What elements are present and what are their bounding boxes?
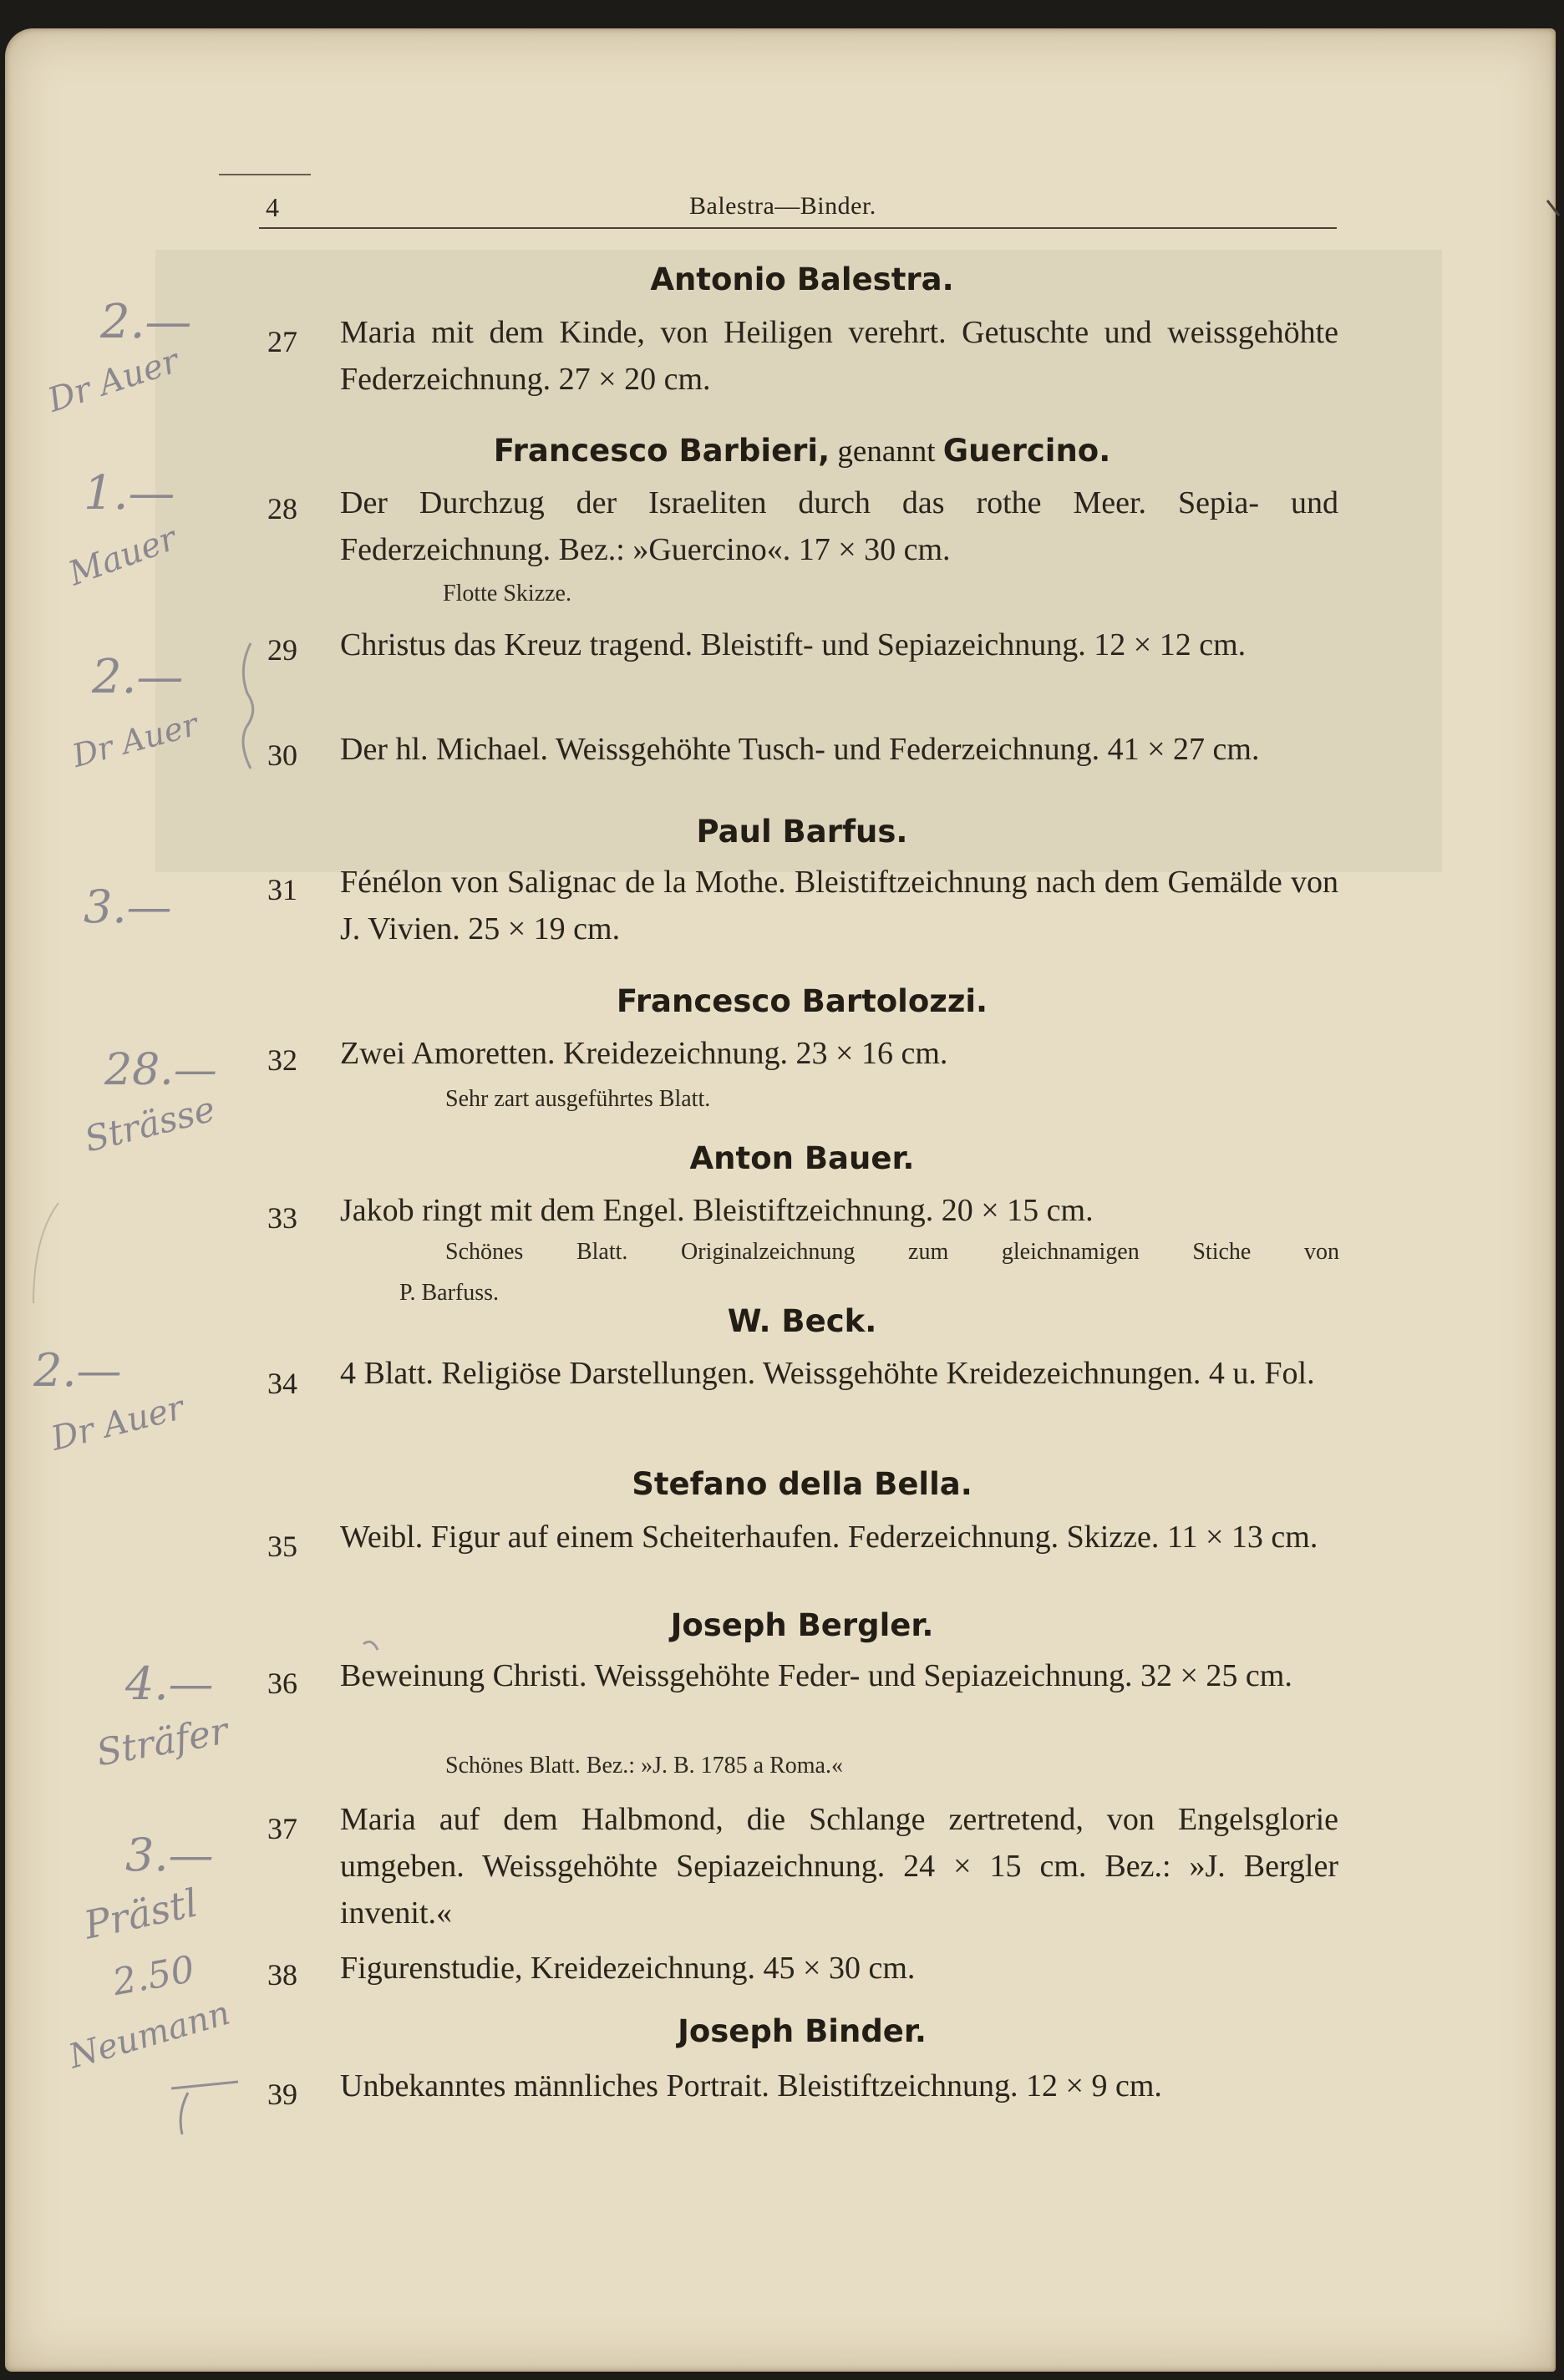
lot-description: Figurenstudie, Kreidezeichnung. 45 × 30 cm.	[340, 1951, 916, 1986]
handwritten-price: 3.—	[84, 880, 172, 933]
lot-note: Sehr zart ausgeführtes Blatt.	[445, 1086, 711, 1112]
handwritten-buyer: Mauer	[63, 519, 182, 594]
lot-number: 37	[267, 1812, 297, 1845]
lot-number: 34	[267, 1367, 297, 1400]
lot-number: 36	[267, 1667, 297, 1700]
artist-heading: W. Beck.	[727, 1303, 877, 1339]
artist-alias: Guercino.	[942, 433, 1111, 469]
artist-heading: Paul Barfus.	[696, 814, 908, 850]
lot-number: 30	[267, 738, 297, 772]
artist-heading: Francesco Bartolozzi.	[616, 983, 988, 1019]
lot-note: P. Barfuss.	[399, 1280, 500, 1306]
handwritten-price: 28.—	[104, 1045, 217, 1095]
lot-note: Schönes Blatt. Bez.: »J. B. 1785 a Roma.«	[445, 1753, 843, 1779]
lot-description: Weibl. Figur auf einem Scheiterhaufen. Federzeichnung. Skizze. 11 × 13 cm.	[340, 1520, 1318, 1555]
lot-number: 27	[267, 325, 297, 358]
lot-description: Maria auf dem Halbmond, die Schlange zertretend, von Engelsglorie umgeben. Weissgehöhte Sepiazeichnung. 24 × 15 cm. Bez.: »J. Bergler invenit.«	[340, 1802, 1338, 1931]
lot-number: 35	[267, 1530, 297, 1563]
handwritten-buyer: Prästl	[79, 1880, 202, 1948]
handwritten-price: 4.—	[125, 1657, 214, 1710]
lot-number: 32	[267, 1043, 297, 1077]
lot-description: Der hl. Michael. Weissgehöhte Tusch- und Federzeichnung. 41 × 27 cm.	[340, 732, 1260, 767]
lot-description: Der Durchzug der Israeliten durch das rothe Meer. Sepia- und Federzeichnung. Bez.: »Guercino«. 17 × 30 cm.	[340, 485, 1338, 567]
lot-note: Schönes Blatt. Originalzeichnung zum gleichnamigen Stiche von	[445, 1239, 1339, 1265]
lot-number: 38	[267, 1958, 297, 1992]
handwritten-buyer: Dr Auer	[47, 1388, 188, 1459]
handwritten-buyer: Strässe	[80, 1088, 220, 1160]
lot-number: 29	[267, 633, 297, 667]
lot-description: Christus das Kreuz tragend. Bleistift- und Sepiazeichnung. 12 × 12 cm.	[340, 627, 1247, 662]
lot-number: 28	[267, 492, 297, 525]
handwritten-price: 2.50	[109, 1947, 198, 2005]
handwritten-buyer: Neumann	[64, 1993, 235, 2077]
handwritten-price: 2.—	[100, 295, 192, 349]
lot-description: 4 Blatt. Religiöse Darstellungen. Weissgehöhte Kreidezeichnungen. 4 u. Fol.	[340, 1356, 1315, 1391]
handwritten-buyer: Sträfer	[93, 1709, 231, 1775]
handwritten-price: 3.—	[125, 1829, 214, 1881]
lot-description: Jakob ringt mit dem Engel. Bleistiftzeichnung. 20 × 15 cm.	[340, 1193, 1094, 1228]
handwritten-buyer: Dr Auer	[68, 705, 202, 775]
handwritten-buyer: Dr Auer	[43, 342, 184, 420]
handwritten-price: 1.—	[84, 466, 175, 520]
lot-description: Zwei Amoretten. Kreidezeichnung. 23 × 16 cm.	[340, 1036, 948, 1071]
running-head: Balestra—Binder.	[689, 192, 876, 220]
artist-heading: Antonio Balestra.	[650, 261, 954, 297]
lot-description: Maria mit dem Kinde, von Heiligen verehrt. Getuschte und weissgehöhte Federzeichnung. 27 × 20 cm.	[340, 315, 1338, 397]
handwritten-price: 2.—	[33, 1344, 122, 1397]
artist-heading: Stefano della Bella.	[632, 1466, 972, 1502]
lot-description: Fénélon von Salignac de la Mothe. Bleistiftzeichnung nach dem Gemälde von J. Vivien. 25 × 19 cm.	[340, 865, 1338, 946]
lot-number: 33	[267, 1201, 297, 1235]
artist-name: Francesco Barbieri,	[493, 433, 830, 469]
artist-heading: Joseph Bergler.	[670, 1607, 934, 1643]
artist-epithet: genannt	[830, 434, 943, 469]
lot-number: 39	[267, 2078, 297, 2111]
lot-description: Unbekanntes männliches Portrait. Bleistiftzeichnung. 12 × 9 cm.	[340, 2068, 1162, 2103]
lot-note: Flotte Skizze.	[443, 581, 571, 606]
artist-heading: Joseph Binder.	[678, 2013, 927, 2049]
page-number: 4	[266, 192, 279, 222]
handwritten-price: 2.—	[92, 650, 184, 704]
artist-heading: Anton Bauer.	[689, 1140, 915, 1176]
lot-description: Beweinung Christi. Weissgehöhte Feder- und Sepiazeichnung. 32 × 25 cm.	[340, 1658, 1292, 1693]
lot-number: 31	[267, 873, 297, 906]
